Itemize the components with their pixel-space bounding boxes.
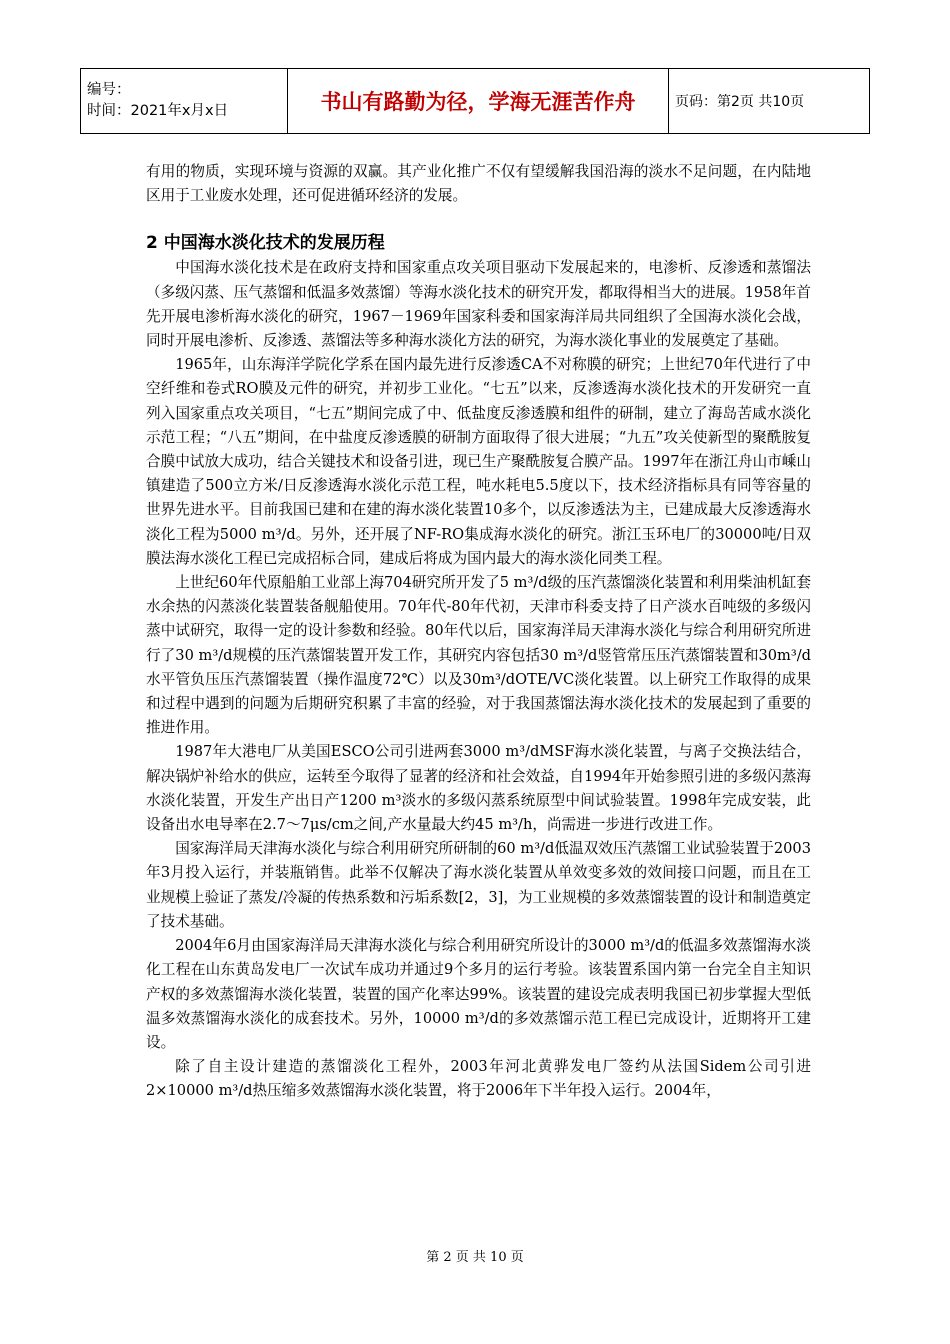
page-footer: 第 2 页 共 10 页 — [426, 1250, 524, 1265]
body-paragraph: 国家海洋局天津海水淡化与综合利用研究所研制的60 m³/d低温双效压汽蒸馏工业试验装置于2003年3月投入运行，并装瓶销售。此举不仅解决了海水淡化装置从单效变多效的效间接口问题，而且在工业规模上验证了蒸发/冷凝的传热系数和污垢系数[2，3]，为工业规模的多效蒸馏装置的设计和制造奠定了技术基础。 — [146, 840, 811, 930]
body-paragraph: 除了自主设计建造的蒸馏淡化工程外，2003年河北黄骅发电厂签约从法国Sidem公司引进2×10000 m³/d热压缩多效蒸馏海水淡化装置，将于2006年下半年投入运行。2004年， — [146, 1058, 811, 1100]
section-title: 2 中国海水淡化技术的发展历程 — [146, 233, 385, 254]
intro-paragraph: 有用的物质，实现环境与资源的双赢。其产业化推广不仅有望缓解我国沿海的淡水不足问题，在内陆地区用于工业废水处理，还可促进循环经济的发展。 — [146, 163, 811, 205]
header-motto: 书山有路勤为径，学海无涯苦作舟 — [288, 69, 669, 134]
body-paragraph: 2004年6月由国家海洋局天津海水淡化与综合利用研究所设计的3000 m³/d的低温多效蒸馏海水淡化工程在山东黄岛发电厂一次试车成功并通过9个多月的运行考验。该装置系国内第一台完全自主知识产权的多效蒸馏海水淡化装置，装置的国产化率达99%。该装置的建设完成表明我国已初步掌握大型低温多效蒸馏海水淡化的成套技术。另外，10000 m³/d的多效蒸馏示范工程已完成设计，近期将开工建设。 — [146, 937, 811, 1051]
header-page-number: 页码：第2页 共10页 — [669, 69, 870, 134]
header-meta — [81, 69, 288, 134]
document-date-label: 时间：2021年x月x日 — [87, 103, 229, 119]
body-paragraph: 中国海水淡化技术是在政府支持和国家重点攻关项目驱动下发展起来的，电渗析、反渗透和蒸馏法（多级闪蒸、压气蒸馏和低温多效蒸馏）等海水淡化技术的研究开发，都取得相当大的进展。1958年首先开展电渗析海水淡化的研究，1967－1969年国家科委和国家海洋局共同组织了全国海水淡化会战，同时开展电渗析、反渗透、蒸馏法等多种海水淡化方法的研究，为海水淡化事业的发展奠定了基础。 — [146, 259, 811, 350]
document-number-label: 编号： — [87, 82, 131, 98]
page-header — [80, 68, 870, 134]
body-paragraph: 1987年大港电厂从美国ESCO公司引进两套3000 m³/dMSF海水淡化装置，与离子交换法结合，解决锅炉补给水的供应，运转至今取得了显著的经济和社会效益，自1994年开始参照引进的多级闪蒸海水淡化装置，开发生产出日产1200 m³淡水的多级闪蒸系统原型中间试验装置。1998年完成安装，此设备出水电导率在2.7～7μs/cm之间,产水量最大约45 m³/h，尚需进一步进行改进工作。 — [146, 743, 811, 834]
document-body — [146, 160, 811, 1104]
body-paragraph: 上世纪60年代原船舶工业部上海704研究所开发了5 m³/d级的压汽蒸馏淡化装置和利用柴油机缸套水余热的闪蒸淡化装置装备舰船使用。70年代-80年代初，天津市科委支持了日产淡水百吨级的多级闪蒸中试研究，取得一定的设计参数和经验。80年代以后，国家海洋局天津海水淡化与综合利用研究所进行了30 m³/d规模的压汽蒸馏装置开发工作，其研究内容包括30 m³/d竖管常压压汽蒸馏装置和30m³/d水平管负压压汽蒸馏装置（操作温度72℃）以及30m³/dOTE/VC淡化装置。以上研究工作取得的成果和过程中遇到的问题为后期研究积累了丰富的经验，对于我国蒸馏法海水淡化技术的发展起到了重要的推进作用。 — [146, 574, 811, 737]
body-paragraph: 1965年，山东海洋学院化学系在国内最先进行反渗透CA不对称膜的研究；上世纪70年代进行了中空纤维和卷式RO膜及元件的研究，并初步工业化。“七五”以来，反渗透海水淡化技术的开发研究一直列入国家重点攻关项目，“七五”期间完成了中、低盐度反渗透膜和组件的研制，建立了海岛苦咸水淡化示范工程；“八五”期间，在中盐度反渗透膜的研制方面取得了很大进展；“九五”攻关使新型的聚酰胺复合膜中试放大成功，结合关键技术和设备引进，现已生产聚酰胺复合膜产品。1997年在浙江舟山市嵊山镇建造了500立方米/日反渗透海水淡化示范工程，吨水耗电5.5度以下，技术经济指标具有同等容量的世界先进水平。目前我国已建和在建的海水淡化装置10多个，以反渗透法为主，已建成最大反渗透海水淡化工程为5000 m³/d。另外，还开展了NF-RO集成海水淡化的研究。浙江玉环电厂的30000吨/日双膜法海水淡化工程已完成招标合同，建成后将成为国内最大的海水淡化同类工程。 — [146, 356, 811, 567]
